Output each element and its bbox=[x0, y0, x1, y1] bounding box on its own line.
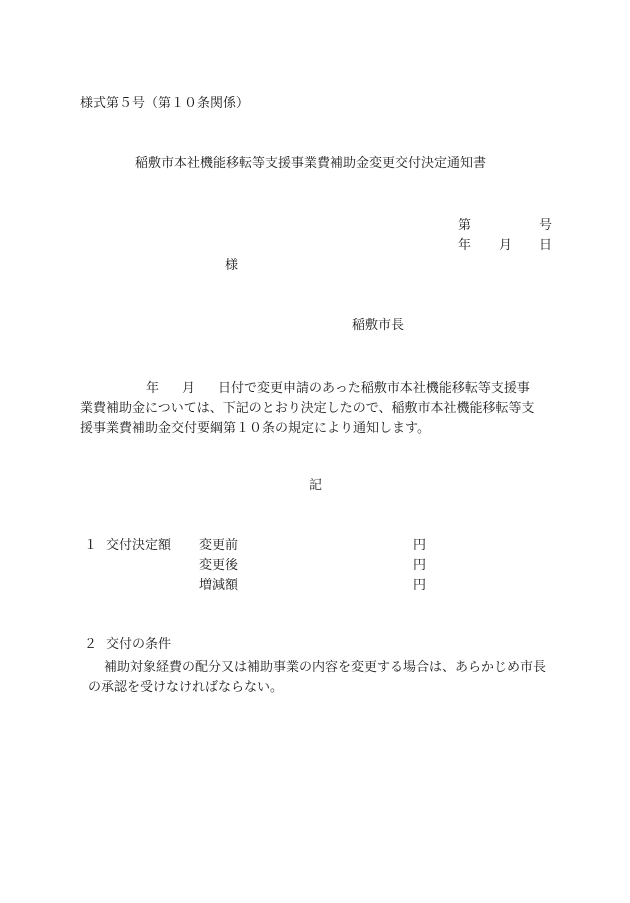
amount-before-label: 変更前 bbox=[199, 538, 239, 553]
date-year-label: 年 bbox=[458, 238, 472, 253]
amount-diff-unit: 円 bbox=[413, 578, 427, 593]
body-year-label: 年 bbox=[146, 381, 160, 396]
section-1-number: １ bbox=[84, 538, 98, 553]
doc-number-prefix: 第 bbox=[458, 218, 472, 233]
section-2-label: 交付の条件 bbox=[106, 637, 172, 652]
section-2-number: ２ bbox=[84, 637, 98, 652]
date-day-label: 日 bbox=[539, 238, 553, 253]
section-1-label: 交付決定額 bbox=[106, 538, 172, 553]
section-2-text-line-2: の承認を受けなければならない。 bbox=[88, 680, 284, 695]
doc-number-suffix: 号 bbox=[539, 218, 553, 233]
form-label: 様式第５号（第１０条関係） bbox=[80, 96, 250, 111]
body-month-label: 月 bbox=[182, 381, 196, 396]
amount-before-unit: 円 bbox=[413, 538, 427, 553]
issuer-name: 稲敷市長 bbox=[352, 318, 405, 333]
body-line-3: 援事業費補助金交付要綱第１０条の規定により通知します。 bbox=[80, 421, 430, 436]
body-line-1-text: 日付で変更申請のあった稲敷市本社機能移転等支援事 bbox=[218, 381, 530, 396]
section-2-text bbox=[80, 658, 552, 698]
document-title: 稲敷市本社機能移転等支援事業費補助金変更交付決定通知書 bbox=[135, 156, 487, 171]
recipient-honorific: 様 bbox=[225, 258, 239, 273]
section-2-text-line-1: 補助対象経費の配分又は補助事業の内容を変更する場合は、あらかじめ市長 bbox=[104, 660, 547, 675]
body-line-2: 業費補助金については、下記のとおり決定したので、稲敷市本社機能移転等支 bbox=[80, 401, 535, 416]
ki-heading: 記 bbox=[309, 478, 323, 493]
amount-diff-label: 増減額 bbox=[199, 578, 239, 593]
body-paragraph bbox=[80, 379, 550, 439]
amount-after-label: 変更後 bbox=[199, 558, 239, 573]
amount-after-unit: 円 bbox=[413, 558, 427, 573]
body-line-1 bbox=[80, 379, 550, 399]
date-month-label: 月 bbox=[499, 238, 513, 253]
